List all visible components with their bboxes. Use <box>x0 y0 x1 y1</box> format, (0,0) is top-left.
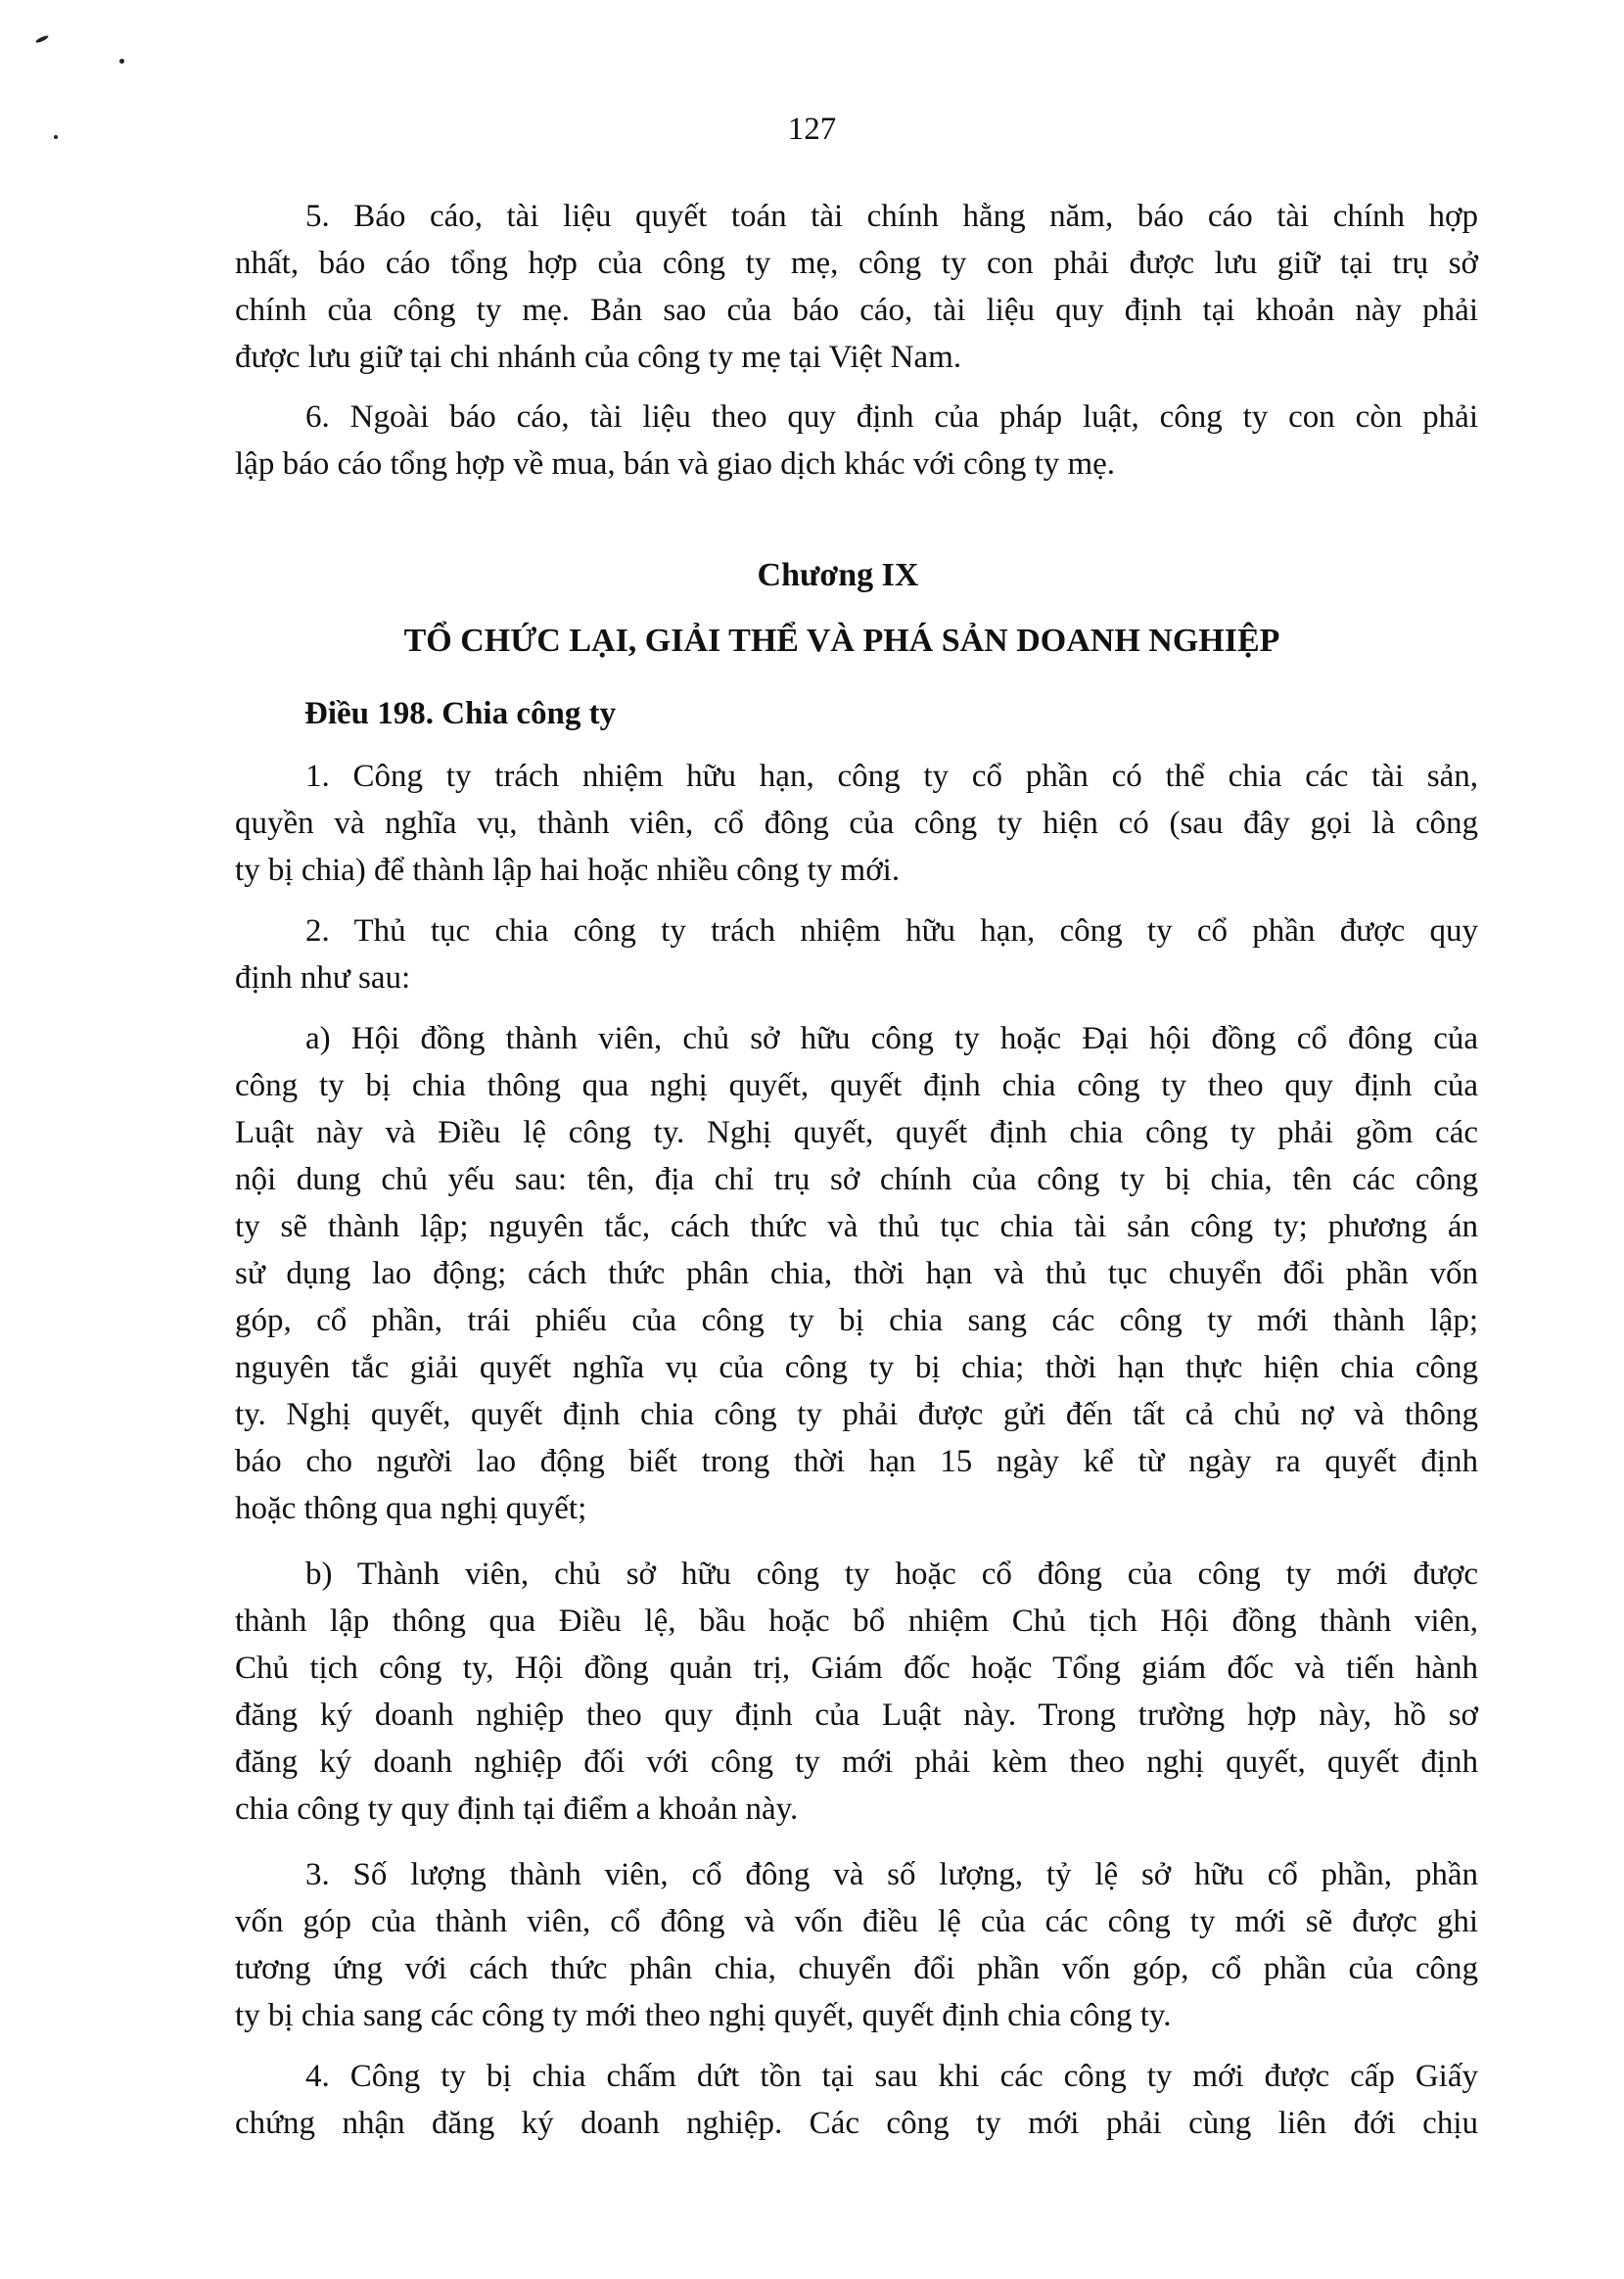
paragraph-a2 <box>235 907 1478 1001</box>
text-line: Chủ tịch công ty, Hội đồng quản trị, Giám đốc hoặc Tổng giám đốc và tiến hành <box>235 1651 1478 1686</box>
text-line: công ty bị chia thông qua nghị quyết, quyết định chia công ty theo quy định của <box>235 1068 1478 1103</box>
text-line: 3. Số lượng thành viên, cổ đông và số lượng, tỷ lệ sở hữu cổ phần, phần <box>305 1857 1478 1892</box>
article-title: Điều 198. Chia công ty <box>304 696 617 731</box>
text-line: quyền và nghĩa vụ, thành viên, cổ đông của công ty hiện có (sau đây gọi là công <box>235 806 1478 841</box>
text-line: tương ứng với cách thức phân chia, chuyển đổi phần vốn góp, cổ phần của công <box>235 1951 1478 1986</box>
text-line: a) Hội đồng thành viên, chủ sở hữu công ty hoặc Đại hội đồng cổ đông của <box>305 1021 1478 1056</box>
text-line: ty bị chia) để thành lập hai hoặc nhiều công ty mới. <box>235 853 901 888</box>
text-line: 6. Ngoài báo cáo, tài liệu theo quy định của pháp luật, công ty con còn phải <box>305 399 1478 435</box>
paragraph-a1 <box>235 753 1478 894</box>
text-line: 1. Công ty trách nhiệm hữu hạn, công ty cổ phần có thể chia các tài sản, <box>305 759 1478 794</box>
text-line: đăng ký doanh nghiệp theo quy định của Luật này. Trong trường hợp này, hồ sơ <box>235 1698 1478 1733</box>
text-line: sử dụng lao động; cách thức phân chia, thời hạn và thủ tục chuyển đổi phần vốn <box>235 1256 1478 1291</box>
paragraph-a2b <box>235 1551 1478 1833</box>
text-line: hoặc thông qua nghị quyết; <box>235 1491 587 1526</box>
chapter-heading: Chương IX <box>757 557 919 593</box>
text-line: ty sẽ thành lập; nguyên tắc, cách thức và thủ tục chia tài sản công ty; phương án <box>235 1209 1478 1244</box>
text-line: lập báo cáo tổng hợp về mua, bán và giao dịch khác với công ty mẹ. <box>235 446 1116 482</box>
text-line: chứng nhận đăng ký doanh nghiệp. Các công ty mới phải cùng liên đới chịu <box>235 2106 1478 2141</box>
text-line: 4. Công ty bị chia chấm dứt tồn tại sau khi các công ty mới được cấp Giấy <box>305 2059 1478 2094</box>
text-line: được lưu giữ tại chi nhánh của công ty mẹ tại Việt Nam. <box>235 340 962 375</box>
text-line: vốn góp của thành viên, cổ đông và vốn điều lệ của các công ty mới sẽ được ghi <box>235 1904 1478 1939</box>
paragraph-p6 <box>235 394 1478 488</box>
text-line: 2. Thủ tục chia công ty trách nhiệm hữu hạn, công ty cổ phần được quy <box>305 913 1478 949</box>
text-line: ty. Nghị quyết, quyết định chia công ty phải được gửi đến tất cả chủ nợ và thông <box>235 1397 1478 1432</box>
text-line: định như sau: <box>235 960 411 996</box>
text-line: góp, cổ phần, trái phiếu của công ty bị chia sang các công ty mới thành lập; <box>235 1303 1478 1338</box>
text-line: báo cho người lao động biết trong thời hạn 15 ngày kể từ ngày ra quyết định <box>235 1444 1478 1479</box>
chapter-title: TỔ CHỨC LẠI, GIẢI THỂ VÀ PHÁ SẢN DOANH NGHIỆP <box>403 623 1280 659</box>
paragraph-a2a <box>235 1015 1478 1532</box>
text-line: nguyên tắc giải quyết nghĩa vụ của công ty bị chia; thời hạn thực hiện chia công <box>235 1350 1478 1385</box>
scan-speck <box>35 34 49 44</box>
paragraph-p5 <box>235 193 1478 381</box>
text-line: Luật này và Điều lệ công ty. Nghị quyết, quyết định chia công ty phải gồm các <box>235 1115 1478 1150</box>
paragraph-a3 <box>235 1851 1478 2039</box>
scan-speck <box>119 59 124 64</box>
text-line: b) Thành viên, chủ sở hữu công ty hoặc cổ đông của công ty mới được <box>305 1557 1478 1592</box>
text-line: thành lập thông qua Điều lệ, bầu hoặc bổ nhiệm Chủ tịch Hội đồng thành viên, <box>235 1604 1478 1639</box>
paragraph-a4 <box>235 2053 1478 2147</box>
text-line: nội dung chủ yếu sau: tên, địa chỉ trụ sở chính của công ty bị chia, tên các công <box>235 1162 1478 1197</box>
text-line: nhất, báo cáo tổng hợp của công ty mẹ, công ty con phải được lưu giữ tại trụ sở <box>235 246 1478 281</box>
page-number: 127 <box>787 112 837 147</box>
text-line: chia công ty quy định tại điểm a khoản này. <box>235 1791 799 1827</box>
text-line: ty bị chia sang các công ty mới theo nghị quyết, quyết định chia công ty. <box>235 1998 1172 2033</box>
text-line: chính của công ty mẹ. Bản sao của báo cáo, tài liệu quy định tại khoản này phải <box>235 293 1478 328</box>
text-line: đăng ký doanh nghiệp đối với công ty mới phải kèm theo nghị quyết, quyết định <box>235 1744 1478 1780</box>
text-line: 5. Báo cáo, tài liệu quyết toán tài chính hằng năm, báo cáo tài chính hợp <box>305 199 1478 234</box>
